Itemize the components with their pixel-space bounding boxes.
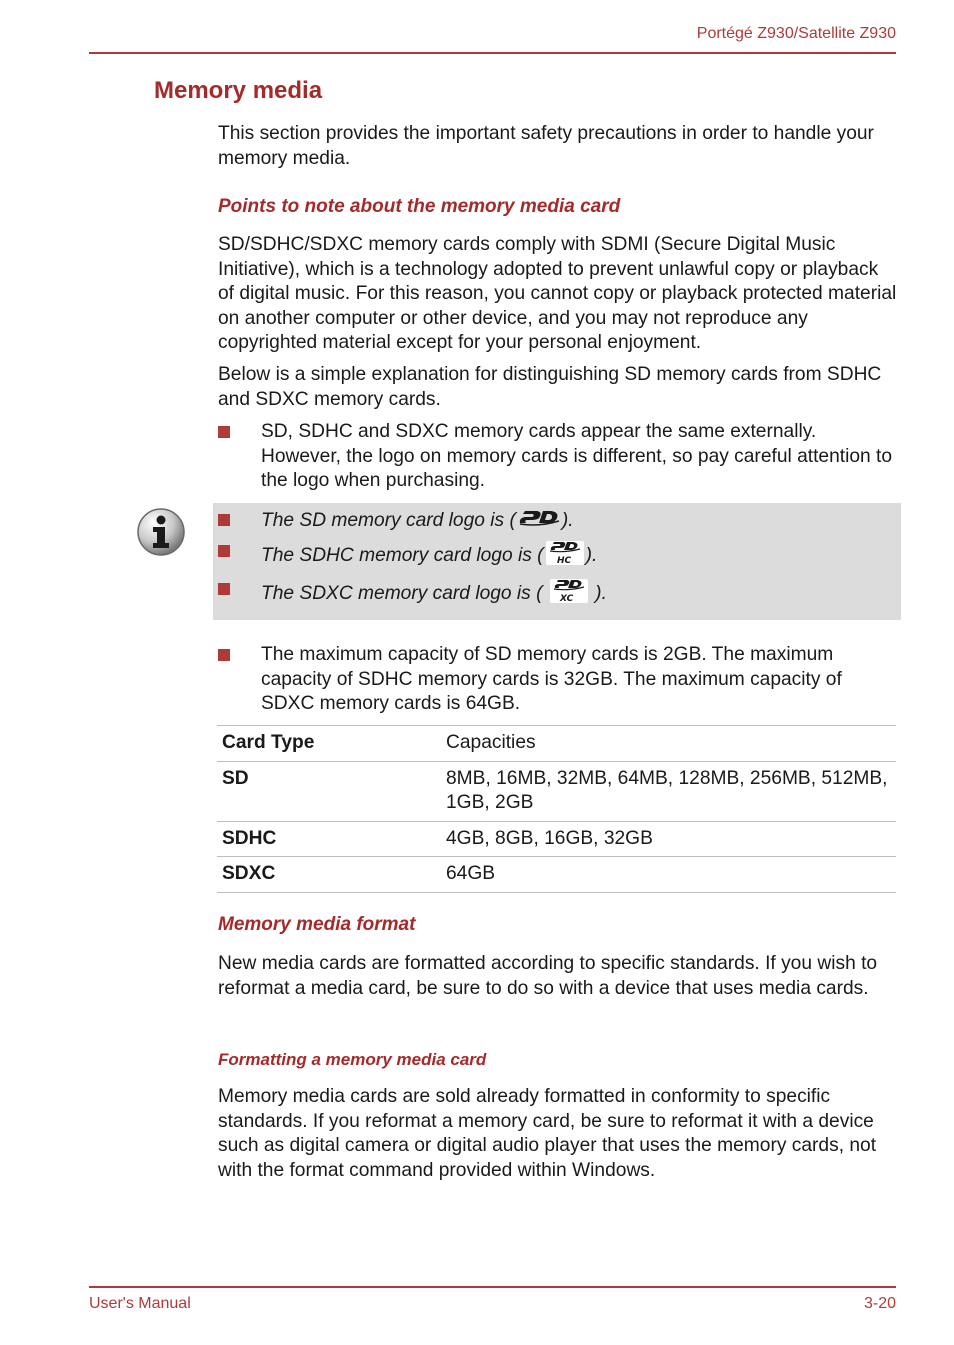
formatting-heading: Formatting a memory media card — [218, 1050, 487, 1069]
header-rule — [89, 52, 896, 54]
bullet-appearance — [218, 420, 898, 494]
running-header: Portégé Z930/Satellite Z930 — [696, 25, 896, 42]
bullet-square-icon — [218, 426, 230, 438]
footer-page-number: 3-20 — [863, 1295, 896, 1312]
bullet-square-icon — [218, 583, 230, 595]
note-prefix: The SDHC memory card logo is ( — [261, 545, 544, 567]
bullet-capacity — [218, 643, 898, 717]
note-prefix: The SD memory card logo is ( — [261, 510, 516, 532]
table-header-row — [217, 726, 896, 762]
format-paragraph: New media cards are formatted according to specific standards. If you wish to reformat a media card, be sure to do so with a device that uses media cards. — [218, 953, 878, 999]
note-suffix: ). — [585, 545, 598, 567]
points-paragraph-1: SD/SDHC/SDXC memory cards comply with SDMI (Secure Digital Music Initiative), which is a technology adopted to prevent unlawful copy or playback of digital music. For this reason, you cannot copy or playback protected material on another computer or other device, and you may not reproduce any copyrighted material except for your personal enjoyment. — [218, 234, 897, 353]
footer-manual-label: User's Manual — [89, 1295, 191, 1312]
bullet-square-icon — [218, 649, 230, 661]
table-header-capacities: Capacities — [441, 726, 896, 762]
points-heading: Points to note about the memory media card — [218, 196, 621, 217]
section-title: Memory media — [154, 77, 323, 104]
intro-paragraph: This section provides the important safety precautions in order to handle your memory media. — [218, 123, 874, 169]
table-cell-capacities: 4GB, 8GB, 16GB, 32GB — [441, 821, 896, 857]
sd-logo-icon — [517, 509, 561, 533]
svg-text:XC: XC — [559, 594, 574, 604]
format-heading: Memory media format — [218, 914, 416, 935]
note-suffix: ). — [589, 583, 607, 605]
bullet-square-icon — [218, 514, 230, 526]
svg-text:HC: HC — [556, 556, 571, 566]
info-icon — [136, 507, 186, 562]
table-header-card-type: Card Type — [217, 726, 441, 762]
bullet-text: The maximum capacity of SD memory cards is 2GB. The maximum capacity of SDHC memory cards is 32GB. The maximum capacity of SDXC memory cards is 64GB. — [261, 644, 842, 714]
sdxc-logo-icon — [549, 578, 589, 610]
table-row — [217, 761, 896, 821]
footer-rule — [89, 1286, 896, 1288]
note-suffix: ). — [561, 510, 574, 532]
table-cell-capacities: 64GB — [441, 857, 896, 893]
table-row — [217, 821, 896, 857]
note-prefix: The SDXC memory card logo is ( — [261, 583, 548, 605]
capacity-table — [217, 725, 896, 893]
table-cell-card-type: SDXC — [217, 857, 441, 893]
table-row — [217, 857, 896, 893]
formatting-paragraph: Memory media cards are sold already formatted in conformity to specific standards. If you reformat a memory card, be sure to reformat it with a device such as digital camera or digital audio player that uses the memory cards, not with the format command provided within Windows. — [218, 1086, 877, 1181]
table-cell-card-type: SD — [217, 761, 441, 821]
note-box — [213, 503, 901, 620]
bullet-text: SD, SDHC and SDXC memory cards appear the same externally. However, the logo on memory cards is different, so pay careful attention to the logo when purchasing. — [261, 421, 893, 491]
bullet-square-icon — [218, 545, 230, 557]
table-cell-card-type: SDHC — [217, 821, 441, 857]
points-paragraph-2: Below is a simple explanation for distinguishing SD memory cards from SDHC and SDXC memory cards. — [218, 364, 882, 410]
table-cell-capacities: 8MB, 16MB, 32MB, 64MB, 128MB, 256MB, 512MB, 1GB, 2GB — [441, 761, 896, 821]
sdhc-logo-icon — [545, 540, 585, 572]
